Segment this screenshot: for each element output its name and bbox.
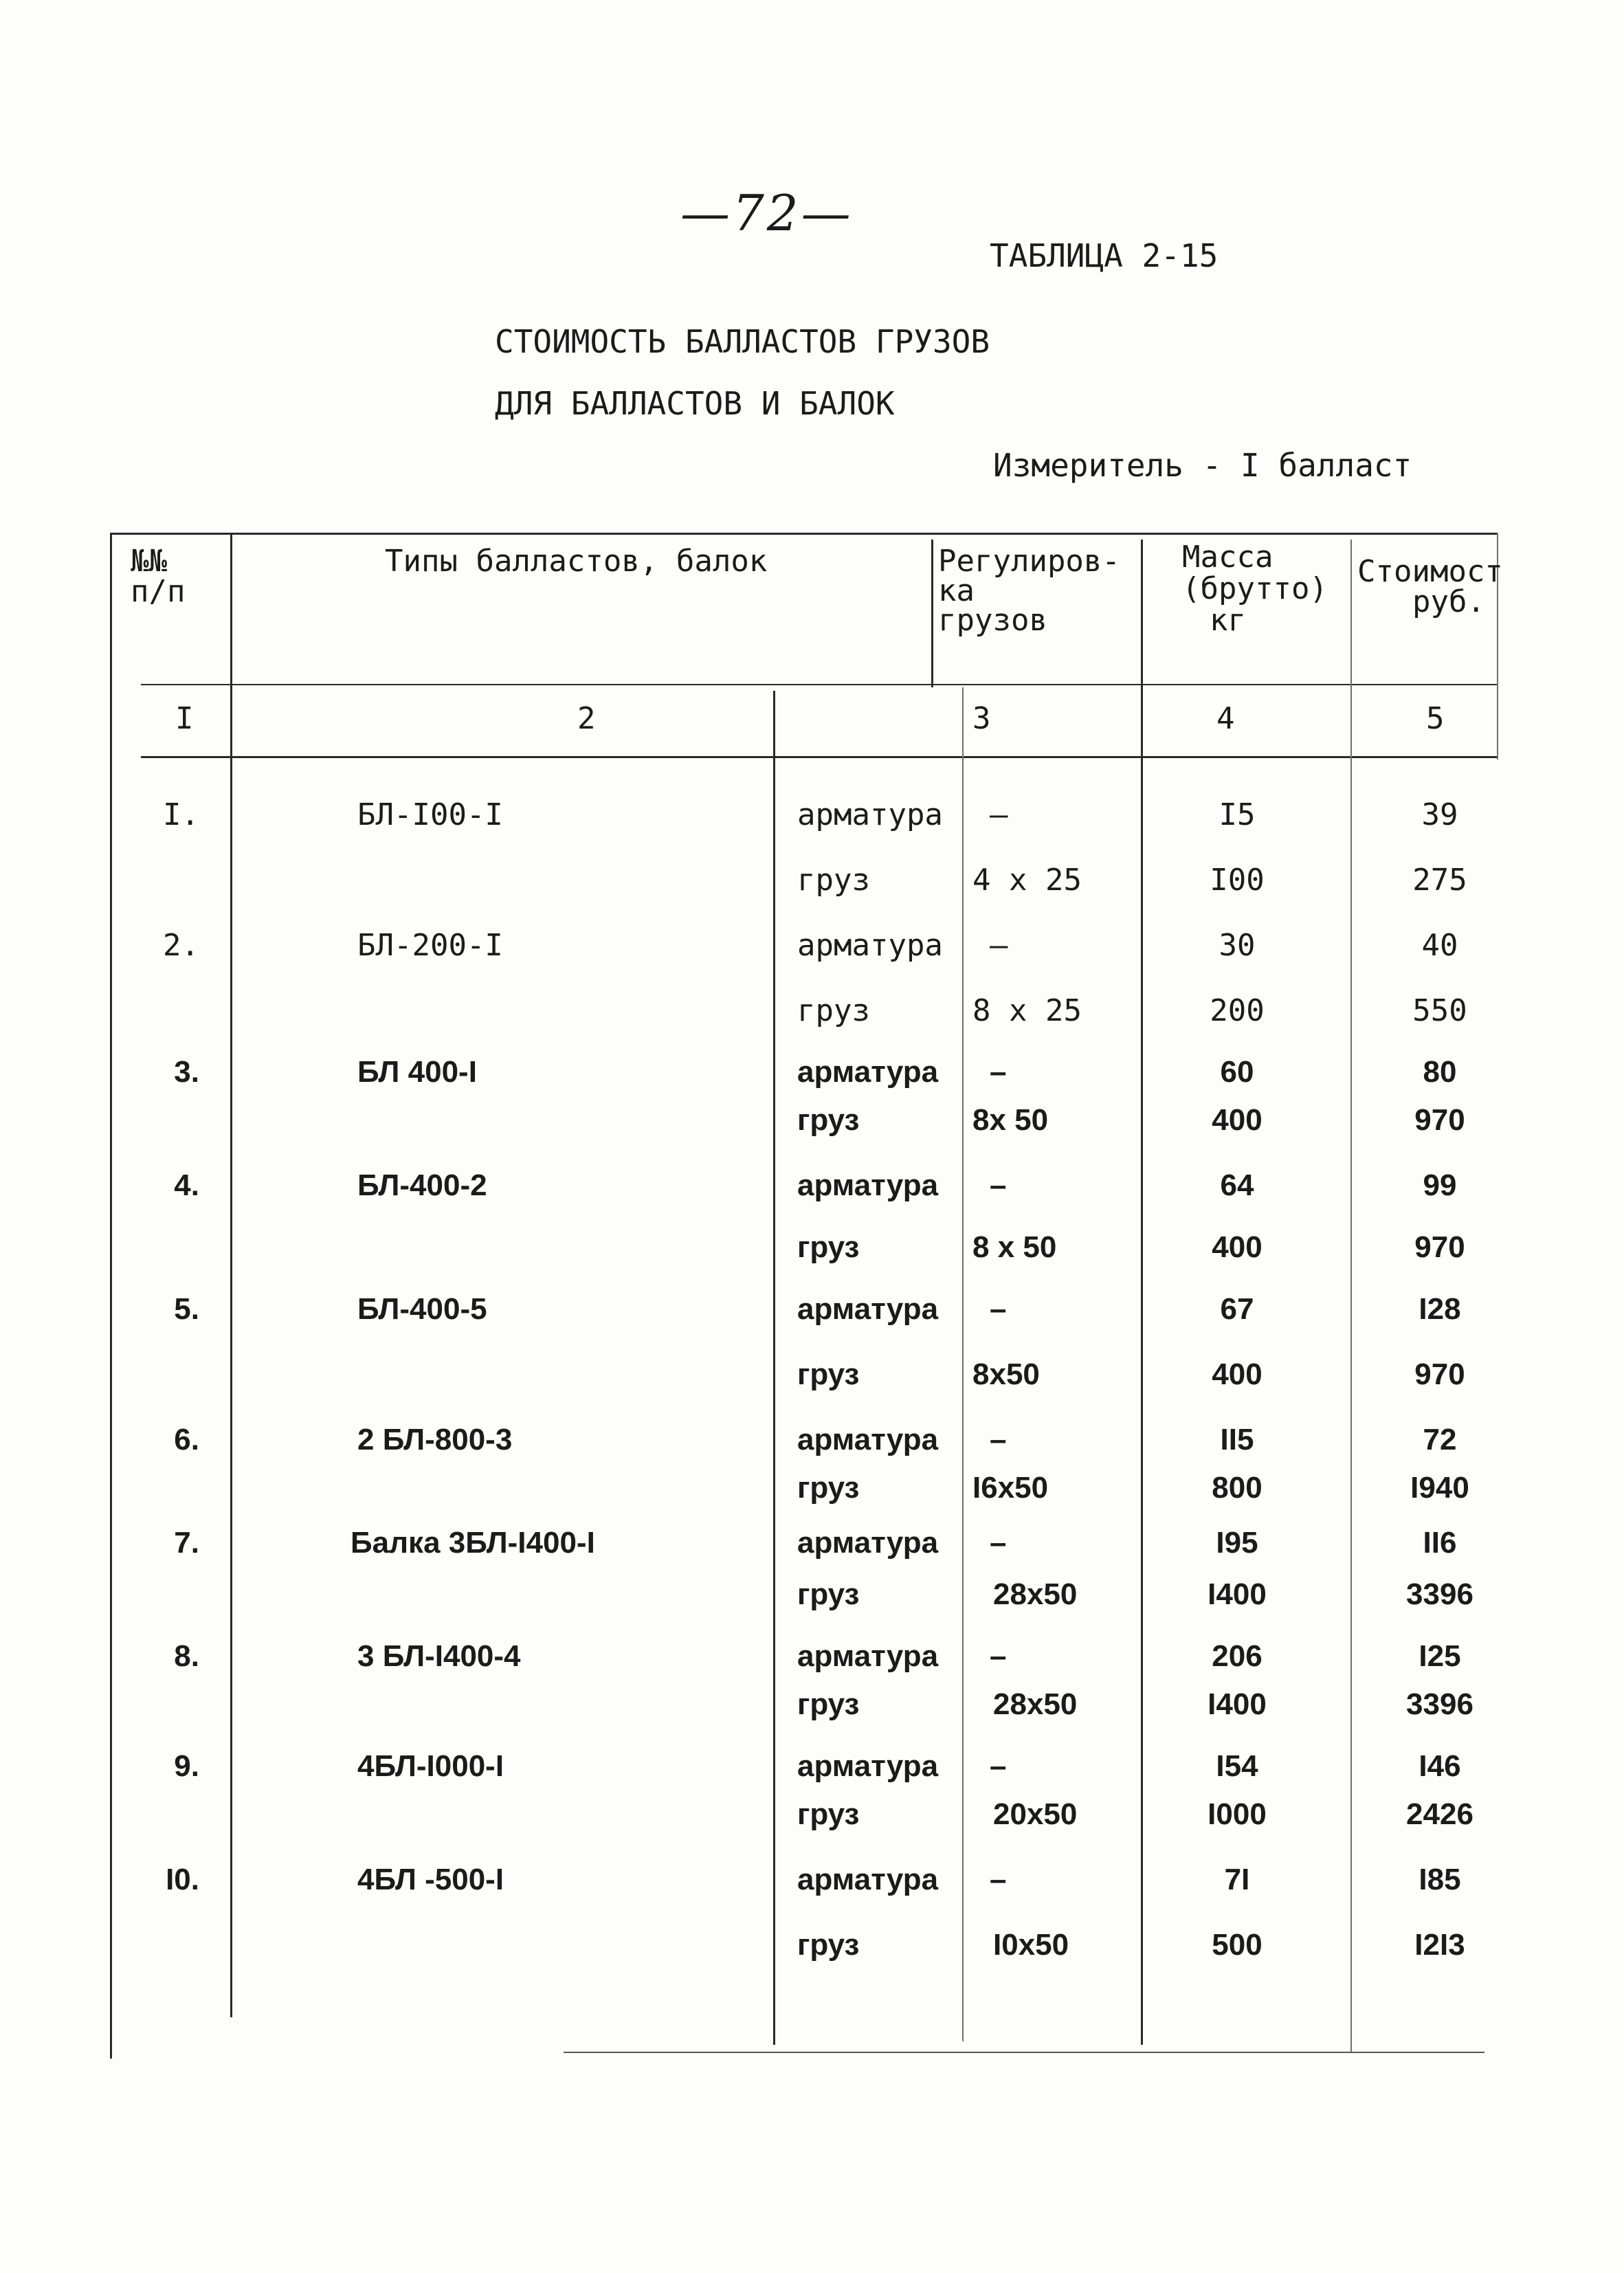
mass-value: 60 — [1220, 1055, 1254, 1089]
header-adjustment-line-1: Регулиров- — [938, 544, 1120, 579]
ballast-type: БЛ-400-2 — [357, 1168, 487, 1202]
row-number: I. — [163, 797, 199, 832]
row-number: 3. — [174, 1055, 199, 1089]
load-adjustment: 4 x 25 — [972, 863, 1082, 898]
part-armature: арматура — [797, 1168, 939, 1202]
ballast-type: 4БЛ -500-I — [357, 1863, 504, 1896]
ballast-type: Балка 3БЛ-I400-I — [351, 1526, 595, 1560]
part-armature: арматура — [797, 1863, 939, 1896]
header-adjustment-line-2: ка — [938, 573, 975, 609]
column-number-row-border — [141, 756, 1498, 758]
ballast-type: БЛ-I00-I — [357, 797, 503, 832]
part-armature: арматура — [797, 1526, 939, 1560]
header-mass-line-3: кг — [1210, 603, 1246, 639]
cost-value: 80 — [1423, 1055, 1457, 1089]
load-adjustment: 8 x 25 — [972, 993, 1082, 1028]
part-load: груз — [797, 1687, 860, 1721]
load-adjustment: – — [990, 1863, 1007, 1896]
column-divider-4 — [962, 687, 964, 2041]
unit-note: Измеритель - I балласт — [993, 447, 1412, 484]
mass-value: I54 — [1216, 1749, 1258, 1783]
mass-value: 30 — [1219, 928, 1256, 963]
ballast-type: БЛ 400-I — [357, 1055, 477, 1089]
load-adjustment: 8x50 — [972, 1357, 1040, 1391]
part-armature: арматура — [797, 1423, 939, 1456]
part-load: груз — [797, 863, 870, 898]
part-load: груз — [797, 993, 870, 1028]
mass-value: 400 — [1212, 1103, 1263, 1137]
header-mass-line-2: (брутто) — [1182, 571, 1328, 607]
cost-value: 2426 — [1406, 1797, 1473, 1831]
header-type: Типы балластов, балок — [385, 544, 768, 579]
mass-value: II5 — [1220, 1423, 1254, 1456]
row-number: 7. — [174, 1526, 199, 1560]
part-load: груз — [797, 1797, 860, 1831]
load-adjustment: – — [990, 1526, 1007, 1560]
column-number-5: 5 — [1426, 701, 1445, 736]
part-armature: арматура — [797, 1639, 939, 1673]
mass-value: I400 — [1208, 1577, 1267, 1611]
ballast-type: БЛ-400-5 — [357, 1292, 487, 1326]
header-cost — [1357, 554, 1503, 619]
cost-value: I25 — [1419, 1639, 1461, 1673]
load-adjustment: – — [990, 1168, 1007, 1202]
cost-value: 970 — [1414, 1230, 1465, 1264]
part-armature: арматура — [797, 1749, 939, 1783]
mass-value: I95 — [1216, 1526, 1258, 1560]
row-number: 5. — [174, 1292, 199, 1326]
ballast-type: 3 БЛ-I400-4 — [357, 1639, 521, 1673]
part-armature: арматура — [797, 928, 943, 963]
mass-value: 206 — [1212, 1639, 1263, 1673]
part-load: груз — [797, 1471, 860, 1505]
cost-value: 72 — [1423, 1423, 1457, 1456]
load-adjustment: 28x50 — [993, 1577, 1078, 1611]
load-adjustment: – — [990, 1423, 1007, 1456]
column-divider-5 — [1141, 540, 1143, 2045]
table-id: ТАБЛИЦА 2-15 — [990, 237, 1219, 274]
mass-value: I00 — [1210, 863, 1265, 898]
load-adjustment: – — [990, 1292, 1007, 1326]
cost-value: 39 — [1421, 797, 1458, 832]
mass-value: 500 — [1212, 1928, 1263, 1962]
part-armature: арматура — [797, 1055, 939, 1089]
load-adjustment: – — [990, 1749, 1007, 1783]
part-load: груз — [797, 1230, 860, 1264]
ballast-type: БЛ-200-I — [357, 928, 503, 963]
header-number-line-1: №№ — [131, 544, 167, 579]
header-number-line-2: п/п — [131, 574, 186, 609]
cost-value: 99 — [1423, 1168, 1457, 1202]
part-load: груз — [797, 1577, 860, 1611]
row-number: 8. — [174, 1639, 199, 1673]
load-adjustment: – — [990, 797, 1008, 832]
header-mass-line-1: Масса — [1182, 540, 1273, 575]
cost-value: II6 — [1423, 1526, 1457, 1560]
ballast-type: 4БЛ-I000-I — [357, 1749, 504, 1783]
part-armature: арматура — [797, 797, 943, 832]
mass-value: 200 — [1210, 993, 1265, 1028]
mass-value: 400 — [1212, 1230, 1263, 1264]
load-adjustment: 28x50 — [993, 1687, 1078, 1721]
load-adjustment: 8x 50 — [972, 1103, 1049, 1137]
table-title-line-1: СТОИМОСТЬ БАЛЛАСТОВ ГРУЗОВ — [495, 323, 990, 360]
header-adjustment — [938, 544, 1120, 639]
row-number: 6. — [174, 1423, 199, 1456]
column-divider-6 — [1350, 540, 1352, 2052]
cost-value: 550 — [1412, 993, 1467, 1028]
cost-value: I2I3 — [1414, 1928, 1465, 1962]
table-top-border — [110, 533, 1498, 535]
column-divider-2 — [773, 691, 775, 2045]
mass-value: 7I — [1224, 1863, 1250, 1896]
load-adjustment: – — [990, 1055, 1007, 1089]
row-number: 9. — [174, 1749, 199, 1783]
part-load: груз — [797, 1357, 860, 1391]
row-number: 4. — [174, 1168, 199, 1202]
table-bottom-border — [564, 2052, 1484, 2053]
ballast-type: 2 БЛ-800-3 — [357, 1423, 513, 1456]
load-adjustment: 8 x 50 — [972, 1230, 1057, 1264]
column-divider-1 — [230, 533, 232, 2017]
load-adjustment: I0x50 — [993, 1928, 1069, 1962]
cost-value: 275 — [1412, 863, 1467, 898]
mass-value: 400 — [1212, 1357, 1263, 1391]
row-number: I0. — [166, 1863, 199, 1896]
cost-value: 970 — [1414, 1357, 1465, 1391]
load-adjustment: – — [990, 928, 1008, 963]
cost-value: 3396 — [1406, 1577, 1473, 1611]
column-divider-3 — [931, 540, 933, 687]
header-number — [131, 546, 206, 607]
mass-value: I5 — [1219, 797, 1256, 832]
header-mass — [1182, 542, 1328, 637]
column-number-2: 2 — [577, 701, 596, 736]
column-number-1: I — [175, 701, 194, 736]
cost-value: 3396 — [1406, 1687, 1473, 1721]
mass-value: I000 — [1208, 1797, 1267, 1831]
page-number: —72— — [680, 184, 854, 242]
mass-value: 64 — [1220, 1168, 1254, 1202]
mass-value: I400 — [1208, 1687, 1267, 1721]
table-title-line-2: ДЛЯ БАЛЛАСТОВ И БАЛОК — [495, 385, 895, 422]
header-cost-line-1: Стоимост — [1357, 554, 1503, 589]
cost-value: I28 — [1419, 1292, 1461, 1326]
header-adjustment-line-3: грузов — [938, 603, 1047, 639]
mass-value: 800 — [1212, 1471, 1263, 1505]
part-load: груз — [797, 1103, 860, 1137]
load-adjustment: 20x50 — [993, 1797, 1078, 1831]
cost-value: I46 — [1419, 1749, 1461, 1783]
header-cost-line-2: руб. — [1412, 584, 1485, 619]
part-load: груз — [797, 1928, 860, 1962]
mass-value: 67 — [1220, 1292, 1254, 1326]
row-number: 2. — [163, 928, 199, 963]
part-armature: арматура — [797, 1292, 939, 1326]
header-bottom-border — [141, 684, 1498, 685]
cost-value: 970 — [1414, 1103, 1465, 1137]
load-adjustment: – — [990, 1639, 1007, 1673]
column-number-4: 4 — [1216, 701, 1235, 736]
cost-value: 40 — [1421, 928, 1458, 963]
load-adjustment: I6x50 — [972, 1471, 1049, 1505]
column-number-3: 3 — [972, 701, 991, 736]
cost-value: I85 — [1419, 1863, 1461, 1896]
cost-value: I940 — [1410, 1471, 1469, 1505]
